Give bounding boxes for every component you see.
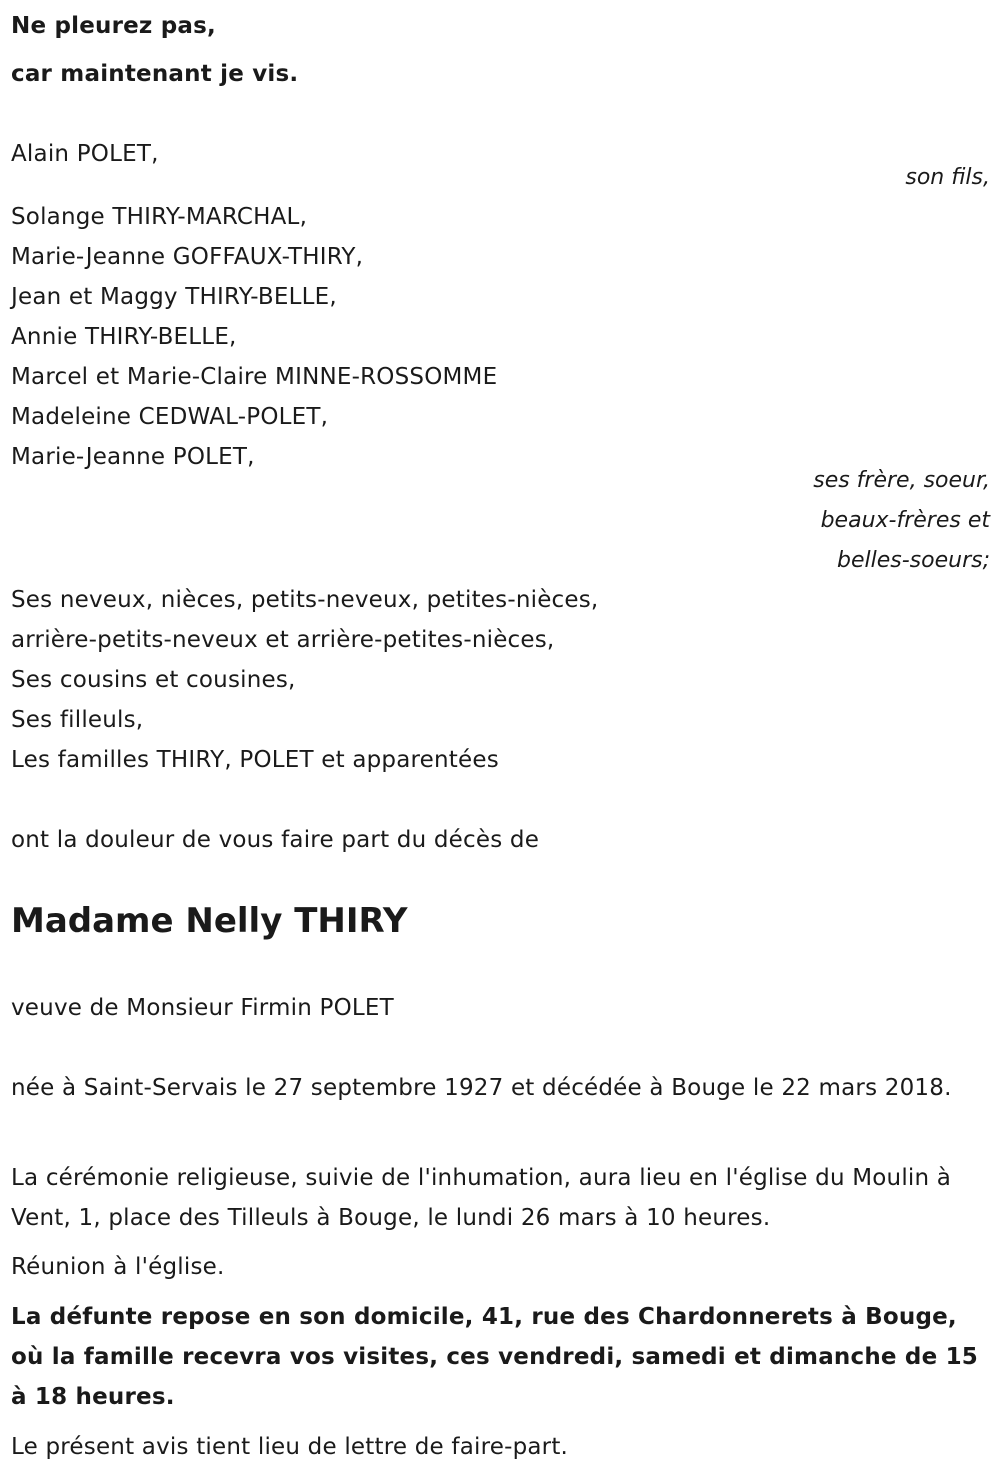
deceased-name: Madame Nelly THIRY: [11, 901, 408, 941]
relative-item: Ses filleuls,: [11, 707, 144, 733]
son-name: Alain POLET,: [11, 141, 159, 167]
relative-item: Ses cousins et cousines,: [11, 667, 296, 693]
son-relation: son fils,: [905, 165, 990, 190]
birth-death: née à Saint-Servais le 27 septembre 1927 et décédée à Bouge le 22 mars 2018.: [11, 1075, 952, 1101]
meeting: Réunion à l'église.: [11, 1254, 225, 1280]
siblings-relation-line: belles-soeurs;: [837, 548, 990, 573]
sibling-item: Jean et Maggy THIRY-BELLE,: [11, 284, 337, 310]
announcement: ont la douleur de vous faire part du décès de: [11, 827, 540, 853]
sibling-item: Annie THIRY-BELLE,: [11, 324, 237, 350]
ceremony: La cérémonie religieuse, suivie de l'inhumation, aura lieu en l'église du Moulin à Vent, 1, place des Tilleuls à Bouge, le lundi 26 mars à 10 heures.: [11, 1165, 952, 1231]
relative-item: arrière-petits-neveux et arrière-petites-nièces,: [11, 627, 555, 653]
sibling-item: Solange THIRY-MARCHAL,: [11, 204, 308, 230]
epigraph-line-2: car maintenant je vis.: [11, 61, 299, 87]
sibling-item: Marcel et Marie-Claire MINNE-ROSSOMME: [11, 364, 498, 390]
closing: Le présent avis tient lieu de lettre de faire-part.: [11, 1434, 569, 1460]
epigraph-line-1: Ne pleurez pas,: [11, 13, 216, 39]
siblings-relation-line: ses frère, soeur,: [813, 468, 990, 493]
sibling-item: Madeleine CEDWAL-POLET,: [11, 404, 329, 430]
siblings-relation-line: beaux-frères et: [820, 508, 990, 533]
sibling-item: Marie-Jeanne POLET,: [11, 444, 255, 470]
visitation: La défunte repose en son domicile, 41, rue des Chardonnerets à Bouge, où la famille recevra vos visites, ces vendredi, samedi et dimanche de 15 à 18 heures.: [11, 1304, 978, 1410]
relative-item: Ses neveux, nièces, petits-neveux, petites-nièces,: [11, 587, 599, 613]
relative-item: Les familles THIRY, POLET et apparentées: [11, 747, 499, 773]
widow-of: veuve de Monsieur Firmin POLET: [11, 995, 394, 1021]
sibling-item: Marie-Jeanne GOFFAUX-THIRY,: [11, 244, 364, 270]
